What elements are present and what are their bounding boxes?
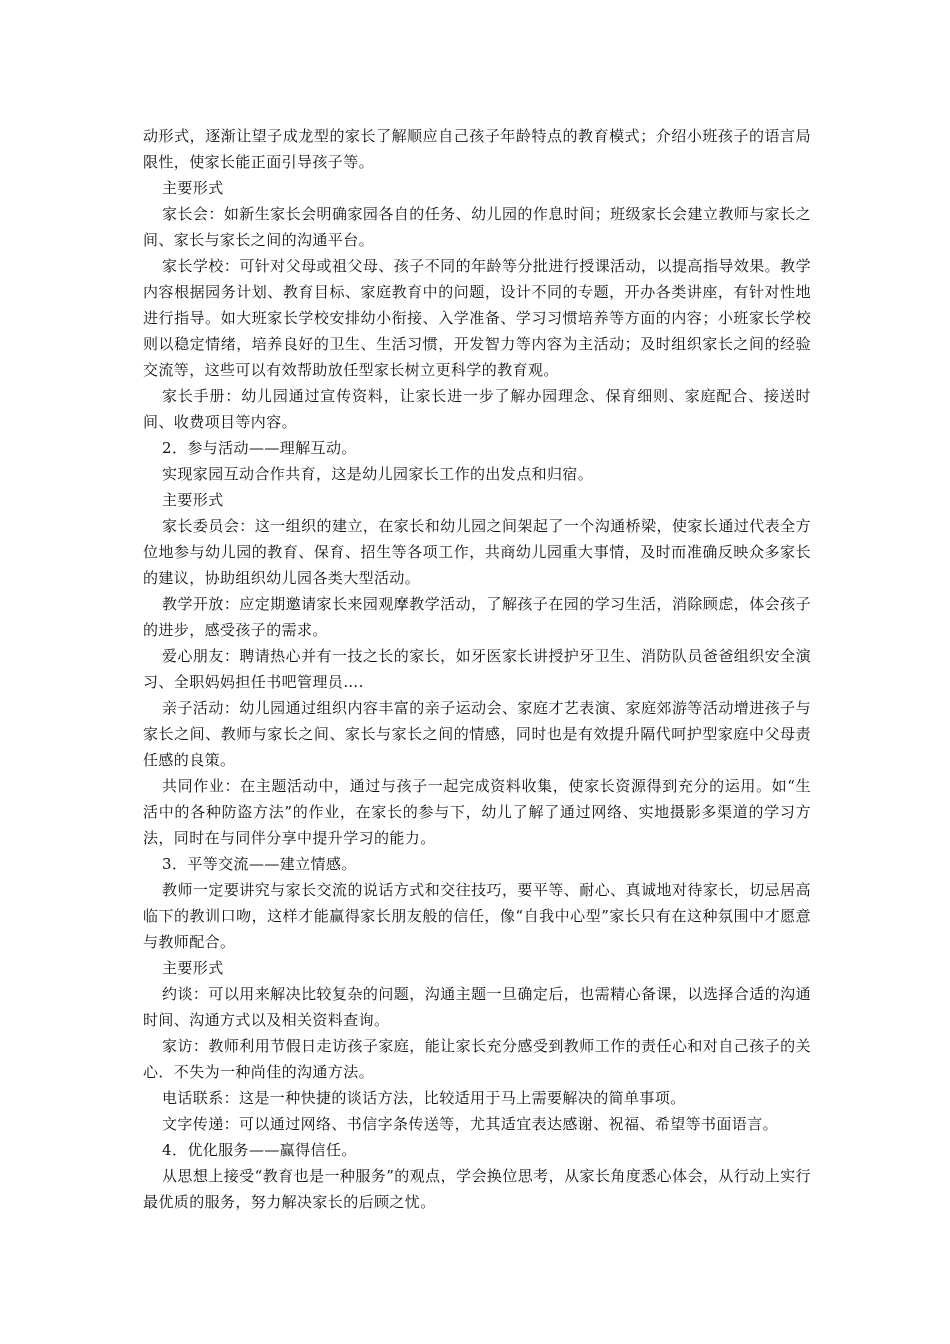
- paragraph-open-teaching: 教学开放：应定期邀请家长来园观摩教学活动，了解孩子在园的学习生活，消除顾虑，体会孩子的进步，感受孩子的需求。: [143, 595, 811, 639]
- paragraph-communication-skills: 教师一定要讲究与家长交流的说话方式和交往技巧，要平等、耐心、真诚地对待家长，切忌居高临下的教训口吻，这样才能赢得家长朋友般的信任，像“自我中心型”家长只有在这种氛围中才愿意与教师配合。: [143, 881, 811, 951]
- paragraph-parent-handbook: 家长手册：幼儿园通过宣传资料，让家长进一步了解办园理念、保育细则、家庭配合、接送时间、收费项目等内容。: [143, 387, 811, 431]
- paragraph-optimize-service: 从思想上接受“教育也是一种服务”的观点，学会换位思考，从家长角度悉心体会，从行动上实行最优质的服务，努力解决家长的后顾之忧。: [143, 1167, 811, 1211]
- section-heading-4: 4．优化服务——赢得信任。: [162, 1141, 357, 1159]
- paragraph-parent-school: 家长学校：可针对父母或祖父母、孩子不同的年龄等分批进行授课活动，以提高指导效果。教学内容根据园务计划、教育目标、家庭教育中的问题，设计不同的专题，开办各类讲座，有针对性地进行指导。如大班家长学校安排幼小衔接、入学准备、学习习惯培养等方面的内容；小班家长学校则以稳定情绪，培养良好的卫生、生活习惯，开发智力等内容为主活动；及时组织家长之间的经验交流等，这些可以有效帮助放任型家长树立更科学的教育观。: [143, 257, 811, 379]
- paragraph-appointment-talk: 约谈：可以用来解决比较复杂的问题，沟通主题一旦确定后，也需精心备课，以选择合适的沟通时间、沟通方式以及相关资料查询。: [143, 985, 811, 1029]
- document-body: [143, 123, 811, 1215]
- paragraph-cooperation: 实现家园互动合作共育，这是幼儿园家长工作的出发点和归宿。: [162, 465, 594, 483]
- paragraph-caring-friends: 爱心朋友：聘请热心并有一技之长的家长，如牙医家长讲授护牙卫生、消防队员爸爸组织安全演习、全职妈妈担任书吧管理员….: [143, 647, 811, 691]
- paragraph-joint-homework: 共同作业：在主题活动中，通过与孩子一起完成资料收集，使家长资源得到充分的运用。如“生活中的各种防盗方法”的作业，在家长的参与下，幼儿了解了通过网络、实地摄影多渠道的学习方法，同时在与同伴分享中提升学习的能力。: [143, 777, 811, 847]
- paragraph-written-messages: 文字传递：可以通过网络、书信字条传送等，尤其适宜表达感谢、祝福、希望等书面语言。: [162, 1115, 779, 1133]
- paragraph-home-visit: 家访：教师利用节假日走访孩子家庭，能让家长充分感受到教师工作的责任心和对自己孩子的关心．不失为一种尚佳的沟通方法。: [143, 1037, 811, 1081]
- section-label-main-forms: 主要形式: [162, 959, 224, 977]
- paragraph-intro-continuation: 动形式，逐渐让望子成龙型的家长了解顺应自己孩子年龄特点的教育模式；介绍小班孩子的语言局限性，使家长能正面引导孩子等。: [143, 127, 811, 171]
- section-heading-3: 3．平等交流——建立情感。: [162, 855, 357, 873]
- section-label-main-forms: 主要形式: [162, 491, 224, 509]
- paragraph-phone-contact: 电话联系：这是一种快捷的谈话方法，比较适用于马上需要解决的简单事项。: [162, 1089, 686, 1107]
- paragraph-parent-child-activities: 亲子活动：幼儿园通过组织内容丰富的亲子运动会、家庭才艺表演、家庭郊游等活动增进孩子与家长之间、教师与家长之间、家长与家长之间的情感，同时也是有效提升隔代呵护型家庭中父母责任感的良策。: [143, 699, 811, 769]
- section-label-main-forms: 主要形式: [162, 179, 224, 197]
- paragraph-parent-committee: 家长委员会：这一组织的建立，在家长和幼儿园之间架起了一个沟通桥梁，使家长通过代表全方位地参与幼儿园的教育、保育、招生等各项工作，共商幼儿园重大事情，及时而准确反映众多家长的建议，协助组织幼儿园各类大型活动。: [143, 517, 811, 587]
- paragraph-parent-meeting: 家长会：如新生家长会明确家园各自的任务、幼儿园的作息时间；班级家长会建立教师与家长之间、家长与家长之间的沟通平台。: [143, 205, 811, 249]
- section-heading-2: 2．参与活动——理解互动。: [162, 439, 357, 457]
